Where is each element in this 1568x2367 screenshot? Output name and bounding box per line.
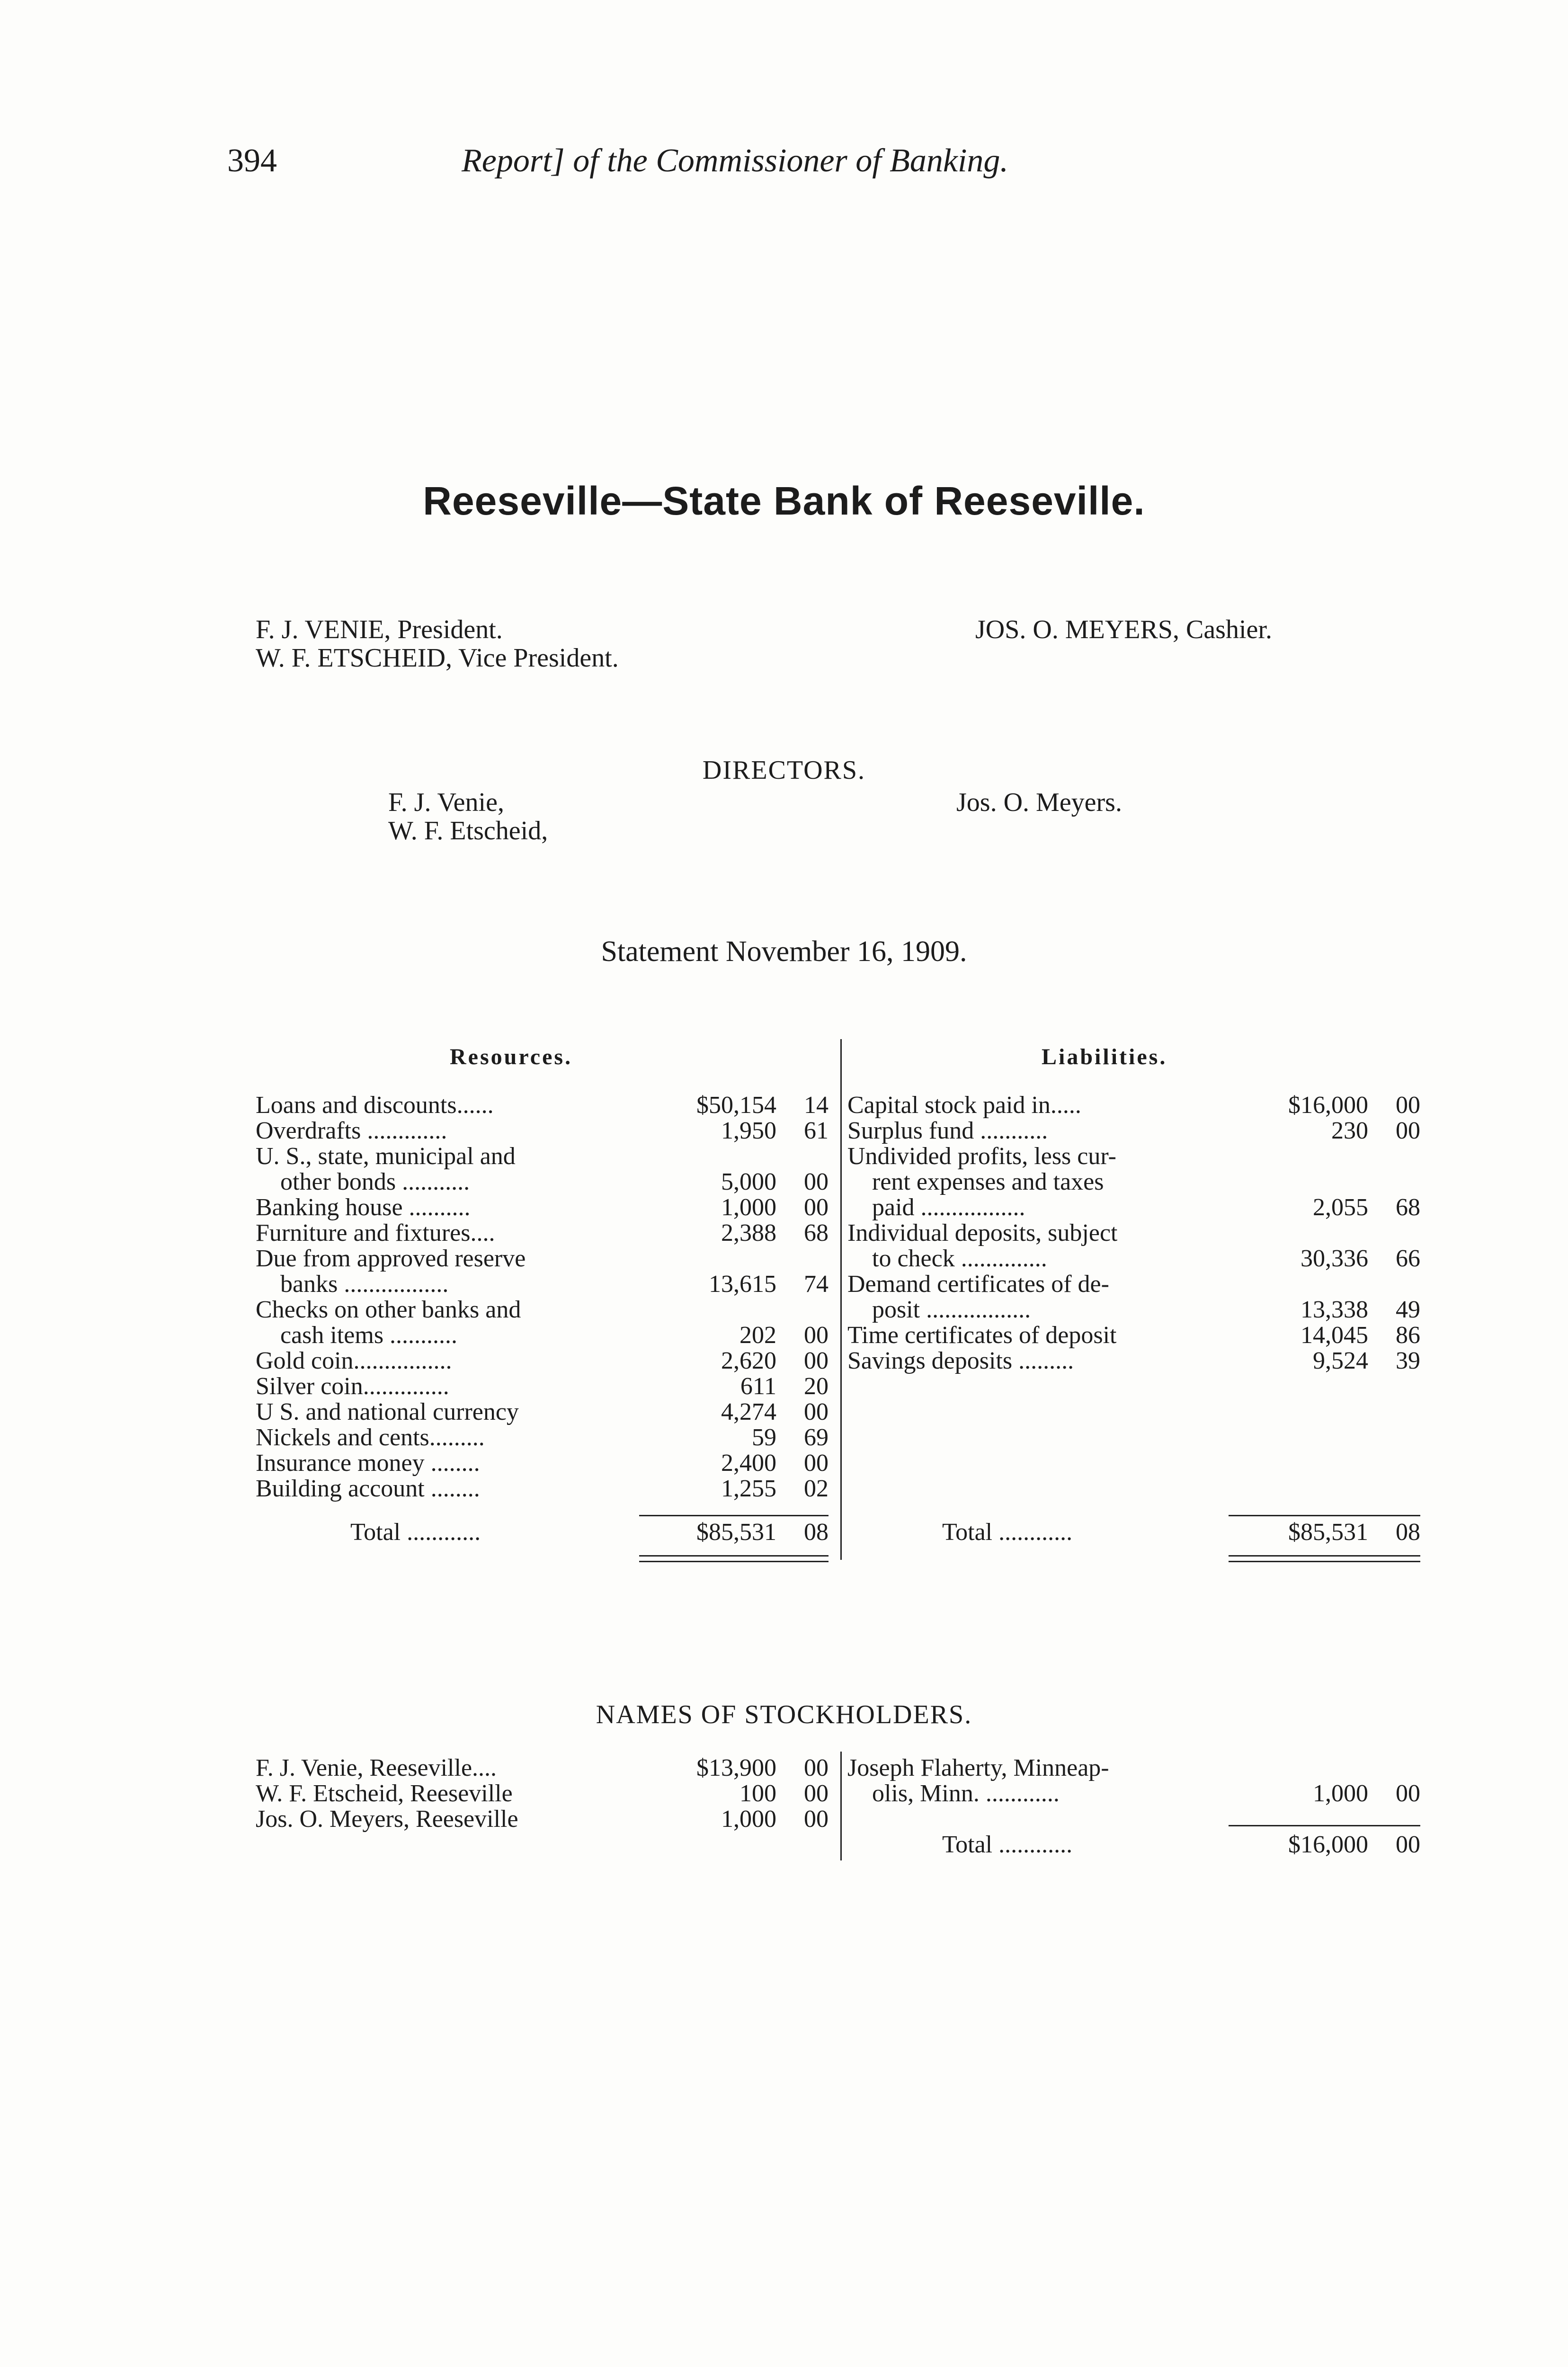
- row-label: Undivided profits, less cur-: [847, 1144, 1116, 1169]
- row-label: Banking house ..........: [256, 1195, 471, 1220]
- row-dollars: 4,274: [721, 1398, 776, 1425]
- total-double-rule: [1229, 1561, 1420, 1562]
- row-dollars: 1,000: [721, 1806, 776, 1833]
- row-cents: 00: [804, 1780, 829, 1807]
- row-label: Savings deposits .........: [847, 1348, 1074, 1374]
- row-cents: 00: [804, 1347, 829, 1374]
- total-rule: [1229, 1515, 1420, 1516]
- row-label: Overdrafts .............: [256, 1118, 447, 1144]
- row-cents: 00: [804, 1754, 829, 1781]
- bank-title: Reeseville—State Bank of Reeseville.: [423, 479, 1145, 523]
- resources-total-row: [256, 1520, 829, 1545]
- directors-heading: DIRECTORS.: [702, 756, 866, 785]
- row-dollars: 9,524: [1313, 1347, 1368, 1374]
- row-label: Furniture and fixtures....: [256, 1220, 495, 1246]
- ledger-row: [256, 1450, 829, 1476]
- row-cents: 00: [804, 1168, 829, 1195]
- row-dollars: 14,045: [1301, 1322, 1368, 1349]
- total-dollars: $85,531: [1288, 1519, 1368, 1546]
- ledger-row: [256, 1093, 829, 1118]
- liabilities-total-row: [847, 1520, 1420, 1545]
- row-cents: 68: [1396, 1194, 1420, 1221]
- row-label: Insurance money ........: [256, 1450, 480, 1476]
- row-dollars: 59: [752, 1424, 776, 1451]
- total-dollars: $85,531: [696, 1519, 776, 1546]
- row-label: Individual deposits, subject: [847, 1220, 1118, 1246]
- ledger-row: [256, 1399, 829, 1425]
- row-dollars: 2,620: [721, 1347, 776, 1374]
- row-label: Nickels and cents.........: [256, 1425, 485, 1450]
- total-cents: 00: [1396, 1831, 1420, 1858]
- row-cents: 69: [804, 1424, 829, 1451]
- row-cents: 00: [1396, 1780, 1420, 1807]
- row-label: F. J. Venie, Reeseville....: [256, 1755, 497, 1781]
- row-label: Loans and discounts......: [256, 1093, 494, 1118]
- row-dollars: 30,336: [1301, 1245, 1368, 1272]
- ledger-row: [847, 1220, 1420, 1246]
- row-label: U S. and national currency: [256, 1399, 519, 1425]
- row-dollars: 100: [739, 1780, 776, 1807]
- statement-title: Statement November 16, 1909.: [601, 935, 967, 968]
- row-dollars: $50,154: [696, 1092, 776, 1119]
- row-dollars: $13,900: [696, 1754, 776, 1781]
- director-name: Jos. O. Meyers.: [956, 788, 1122, 817]
- total-cents: 08: [1396, 1519, 1420, 1546]
- row-cents: 00: [804, 1806, 829, 1833]
- total-double-rule: [639, 1555, 829, 1557]
- page-number: 394: [227, 142, 277, 179]
- row-dollars: 2,388: [721, 1219, 776, 1246]
- row-cents: 74: [804, 1271, 829, 1298]
- row-cents: 39: [1396, 1347, 1420, 1374]
- ledger-row: [847, 1118, 1420, 1144]
- row-dollars: 13,338: [1301, 1296, 1368, 1323]
- ledger-row: [847, 1246, 1420, 1272]
- total-double-rule: [1229, 1555, 1420, 1557]
- director-name: F. J. Venie,: [388, 788, 504, 817]
- row-label: rent expenses and taxes: [847, 1169, 1104, 1195]
- director-name: W. F. Etscheid,: [388, 816, 548, 845]
- officer-president: F. J. VENIE, President.: [256, 615, 503, 644]
- row-cents: 49: [1396, 1296, 1420, 1323]
- row-dollars: 5,000: [721, 1168, 776, 1195]
- row-cents: 00: [1396, 1092, 1420, 1119]
- row-dollars: 202: [739, 1322, 776, 1349]
- row-dollars: 1,950: [721, 1117, 776, 1144]
- ledger-row: [847, 1348, 1420, 1374]
- officer-vice-president: W. F. ETSCHEID, Vice President.: [256, 643, 619, 673]
- running-title: Report] of the Commissioner of Banking.: [462, 142, 1008, 179]
- row-cents: 02: [804, 1475, 829, 1502]
- ledger-row: [256, 1348, 829, 1374]
- total-cents: 08: [804, 1519, 829, 1546]
- row-label: other bonds ...........: [256, 1169, 470, 1195]
- row-label: Demand certificates of de-: [847, 1272, 1109, 1297]
- ledger-row: [256, 1476, 829, 1502]
- total-label: Total ............: [350, 1520, 481, 1545]
- ledger-row: [256, 1169, 829, 1195]
- row-label: paid .................: [847, 1195, 1025, 1220]
- row-dollars: 2,400: [721, 1450, 776, 1477]
- ledger-row: [256, 1755, 829, 1781]
- ledger-row: [847, 1297, 1420, 1323]
- row-dollars: 13,615: [709, 1271, 776, 1298]
- ledger-row: [256, 1272, 829, 1297]
- row-label: Due from approved reserve: [256, 1246, 526, 1272]
- row-label: Silver coin..............: [256, 1374, 449, 1399]
- liabilities-heading: Liabilities.: [1042, 1044, 1167, 1069]
- officer-cashier: JOS. O. MEYERS, Cashier.: [975, 615, 1272, 644]
- column-divider: [840, 1752, 842, 1860]
- row-label: Time certificates of deposit: [847, 1323, 1117, 1348]
- row-label: to check ..............: [847, 1246, 1047, 1272]
- ledger-row: [256, 1195, 829, 1220]
- row-dollars: 230: [1331, 1117, 1368, 1144]
- row-label: Surplus fund ...........: [847, 1118, 1048, 1144]
- row-cents: 68: [804, 1219, 829, 1246]
- stockholders-total-row: [847, 1832, 1420, 1858]
- total-label: Total ............: [942, 1832, 1073, 1858]
- total-dollars: $16,000: [1288, 1831, 1368, 1858]
- total-rule: [639, 1515, 829, 1516]
- ledger-row: [256, 1806, 829, 1832]
- row-label: Gold coin................: [256, 1348, 452, 1374]
- row-cents: 20: [804, 1373, 829, 1400]
- ledger-row: [256, 1425, 829, 1450]
- row-dollars: 1,000: [721, 1194, 776, 1221]
- row-label: U. S., state, municipal and: [256, 1144, 516, 1169]
- ledger-row: [847, 1144, 1420, 1169]
- row-dollars: 2,055: [1313, 1194, 1368, 1221]
- ledger-row: [847, 1169, 1420, 1195]
- total-rule: [1229, 1825, 1420, 1826]
- ledger-row: [847, 1755, 1420, 1781]
- row-dollars: 1,255: [721, 1475, 776, 1502]
- ledger-row: [256, 1144, 829, 1169]
- row-cents: 00: [804, 1398, 829, 1425]
- row-label: Building account ........: [256, 1476, 480, 1502]
- row-label: W. F. Etscheid, Reeseville: [256, 1781, 513, 1806]
- ledger-row: [256, 1220, 829, 1246]
- ledger-row: [256, 1781, 829, 1806]
- row-dollars: $16,000: [1288, 1092, 1368, 1119]
- row-cents: 00: [804, 1450, 829, 1477]
- row-dollars: 611: [740, 1373, 776, 1400]
- ledger-row: [256, 1297, 829, 1323]
- row-dollars: 1,000: [1313, 1780, 1368, 1807]
- row-cents: 14: [804, 1092, 829, 1119]
- row-cents: 61: [804, 1117, 829, 1144]
- column-divider: [840, 1039, 842, 1560]
- row-cents: 86: [1396, 1322, 1420, 1349]
- ledger-row: [256, 1118, 829, 1144]
- row-label: posit .................: [847, 1297, 1031, 1323]
- ledger-row: [256, 1323, 829, 1348]
- ledger-row: [847, 1272, 1420, 1297]
- row-cents: 66: [1396, 1245, 1420, 1272]
- row-label: olis, Minn. ............: [847, 1781, 1060, 1806]
- resources-heading: Resources.: [450, 1044, 573, 1069]
- row-label: cash items ...........: [256, 1323, 458, 1348]
- ledger-row: [256, 1374, 829, 1399]
- row-label: Jos. O. Meyers, Reeseville: [256, 1806, 518, 1832]
- total-double-rule: [639, 1561, 829, 1562]
- total-label: Total ............: [942, 1520, 1073, 1545]
- ledger-row: [847, 1195, 1420, 1220]
- row-label: Joseph Flaherty, Minneap-: [847, 1755, 1109, 1781]
- row-cents: 00: [804, 1322, 829, 1349]
- ledger-row: [847, 1093, 1420, 1118]
- ledger-row: [847, 1323, 1420, 1348]
- row-cents: 00: [804, 1194, 829, 1221]
- row-label: Capital stock paid in.....: [847, 1093, 1081, 1118]
- ledger-row: [256, 1246, 829, 1272]
- row-label: Checks on other banks and: [256, 1297, 521, 1323]
- ledger-row: [847, 1781, 1420, 1806]
- row-cents: 00: [1396, 1117, 1420, 1144]
- row-label: banks .................: [256, 1272, 449, 1297]
- stockholders-heading: NAMES OF STOCKHOLDERS.: [596, 1700, 972, 1729]
